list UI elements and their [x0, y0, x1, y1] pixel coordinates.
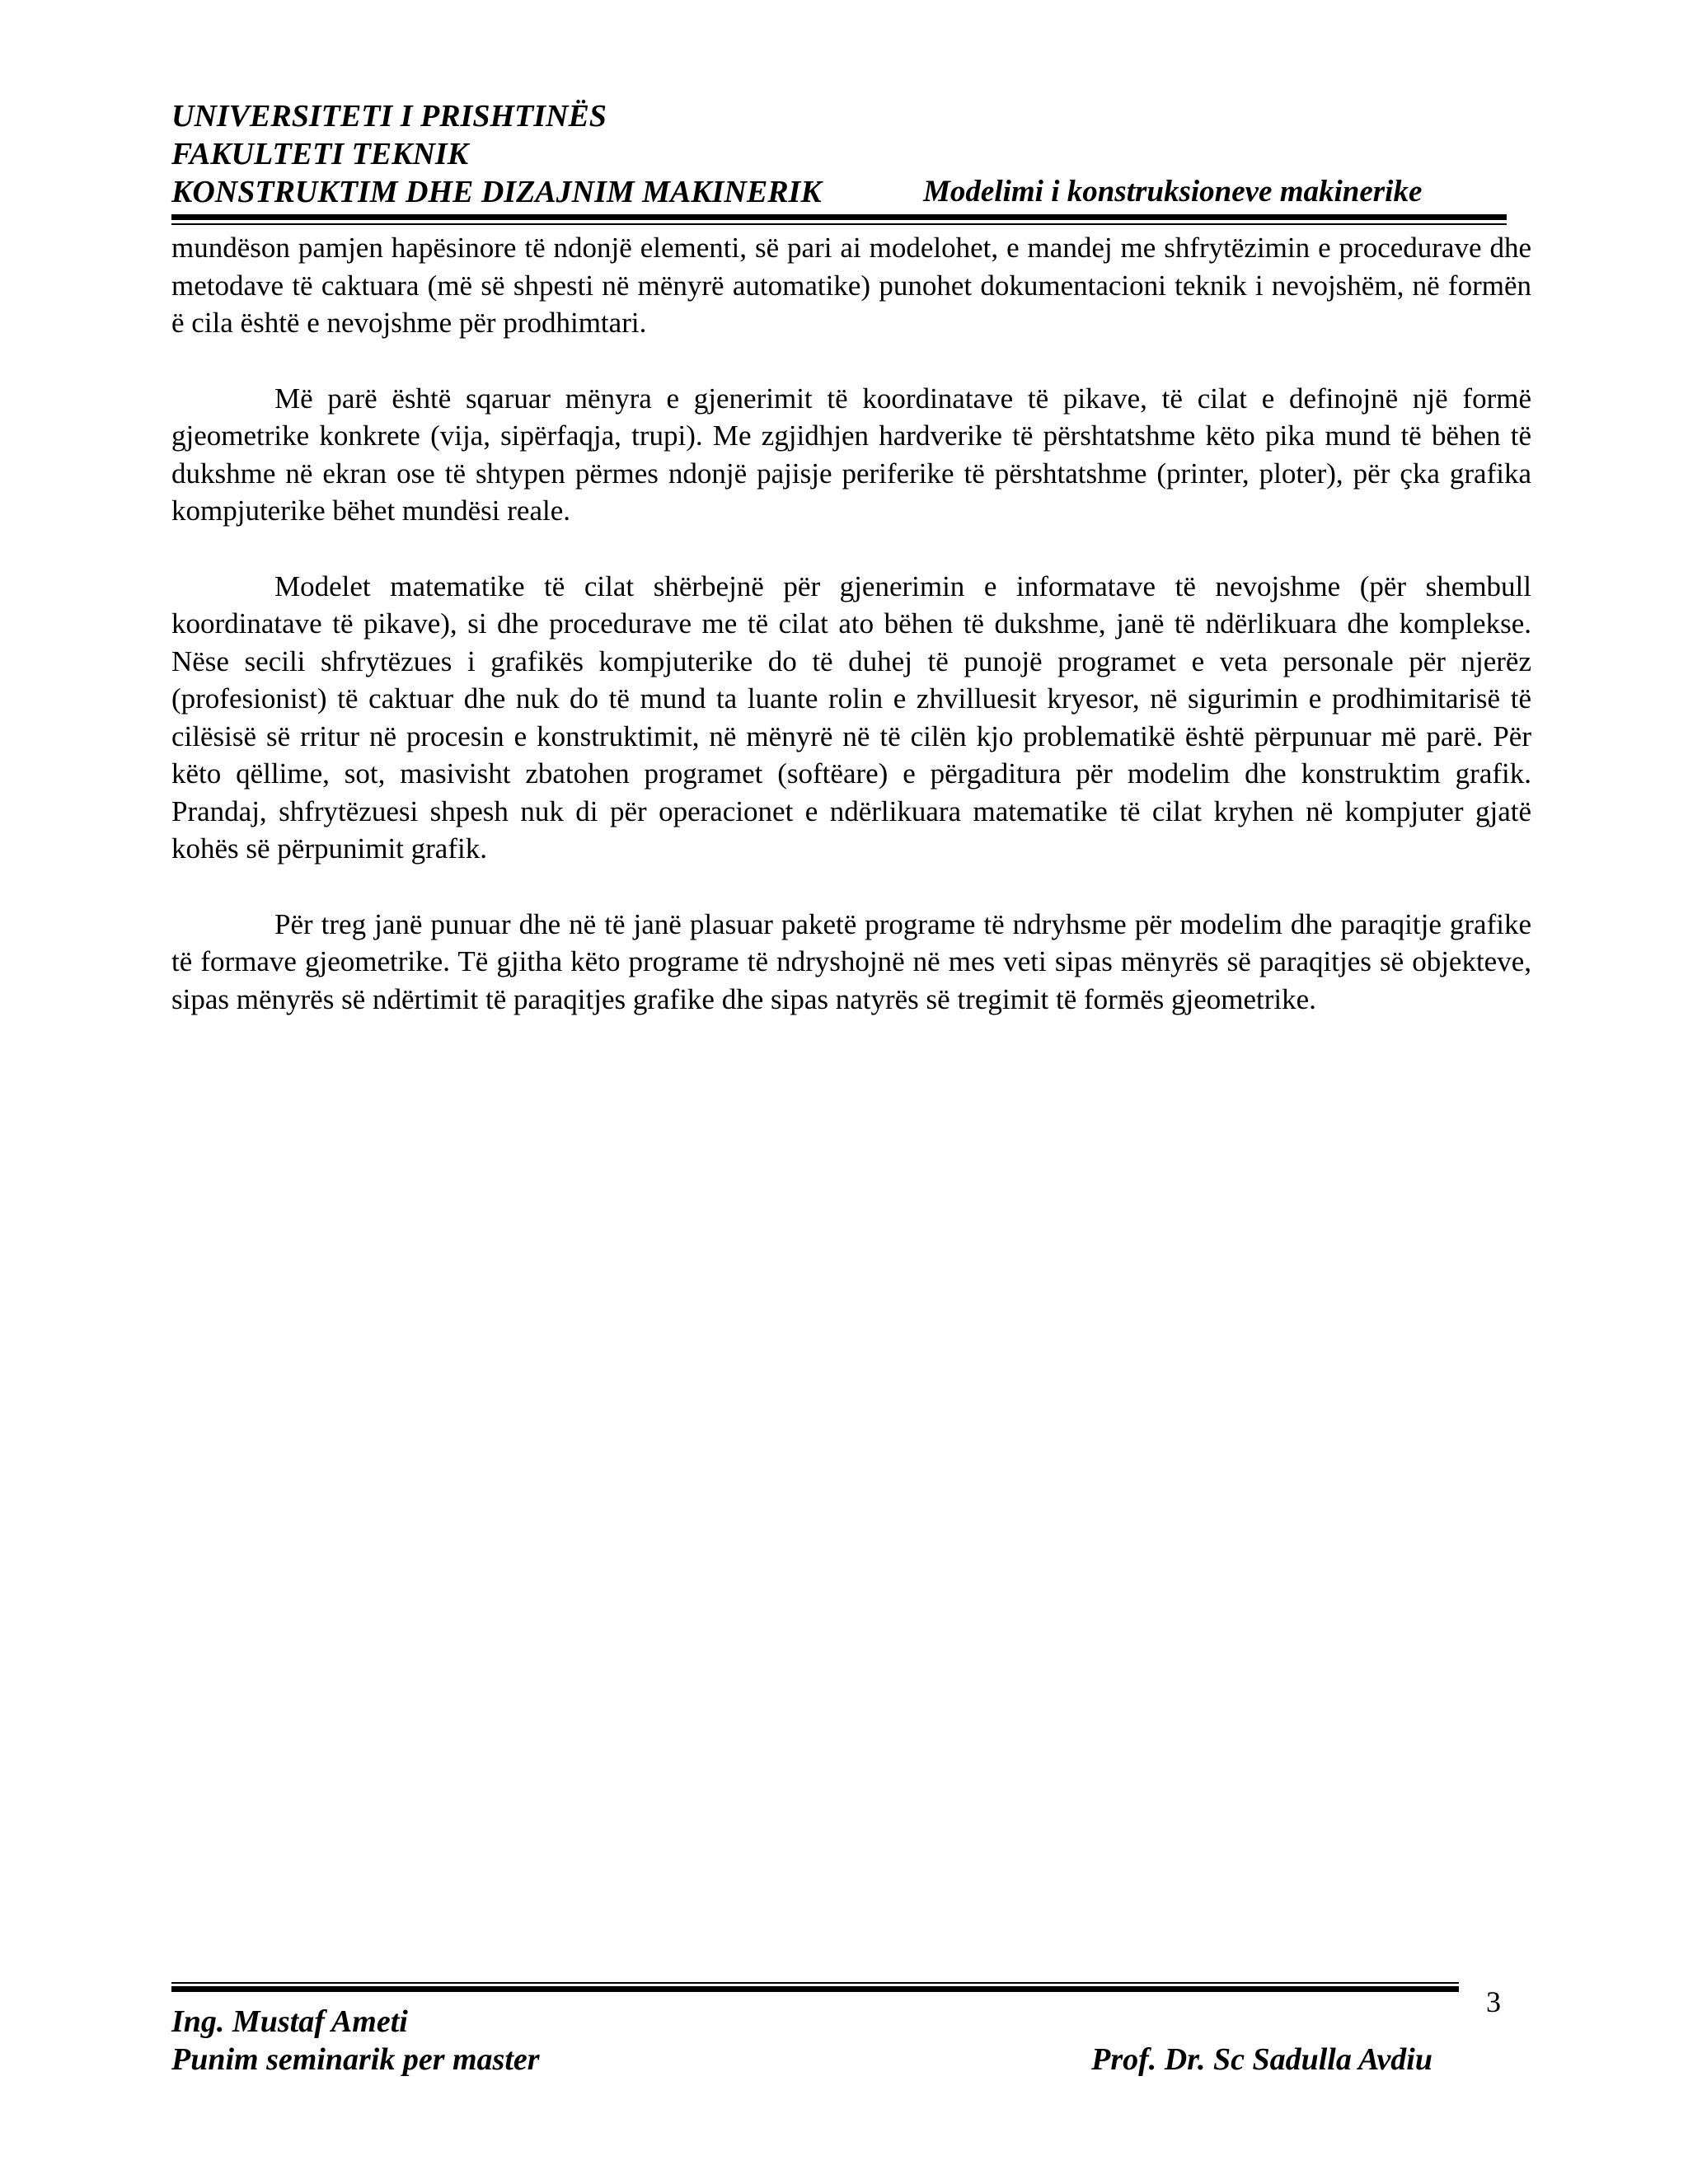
university-name: UNIVERSITETI I PRISHTINËS — [171, 99, 607, 134]
footer-row-work — [171, 2041, 1432, 2079]
work-title: Punim seminarik per master — [171, 2042, 540, 2077]
paragraph-1: mundëson pamjen hapësinore të ndonjë elementi, së pari ai modelohet, e mandej me shfrytëzimin e procedurave dhe metodave të caktuara (më së shpesti në mënyrë automatike) punohet dokumentacioni teknik i nevojshëm, në formën ë cila është e nevojshme për prodhimtari. — [171, 232, 1531, 339]
header-rule — [171, 214, 1507, 227]
page-number: 3 — [1486, 1985, 1501, 2018]
footer-rule-thick — [171, 1986, 1459, 1992]
page-footer — [171, 2003, 1432, 2079]
footer-rule — [171, 1982, 1459, 1995]
body-text — [171, 229, 1531, 1056]
paragraph-2: Më parë është sqaruar mënyra e gjenerimit të koordinatave të pikave, të cilat e definojnë një formë gjeometrike konkrete (vija, sipërfaqja, trupi). Me zgjidhjen hardverike të përshtatshme këto pika mund të bëhen të dukshme në ekran ose të shtypen përmes ndonjë pajisje periferike të përshtatshme (printer, ploter), për çka grafika kompjuterike bëhet mundësi reale. — [171, 382, 1531, 527]
page-header — [171, 97, 1507, 211]
header-rule-thin — [171, 223, 1507, 225]
paragraph-3: Modelet matematike të cilat shërbejnë për gjenerimin e informatave të nevojshme (për shembull koordinatave të pikave), si dhe procedurave me të cilat ato bëhen të dukshme, janë të ndërlikuara dhe komplekse. Nëse secili shfrytëzues i grafikës kompjuterike do të duhej të punojë programet e veta personale për njerëz (profesionist) të caktuar dhe nuk do të mund ta luante rolin e zhvilluesit kryesor, në sigurimin e prodhimitarisë të cilësisë së rritur në procesin e konstruktimit, në mënyrë në të cilën kjo problematikë është përpunuar më parë. Për këto qëllime, sot, masivisht zbatohen programet (softëare) e përgaditura për modelim dhe konstruktim grafik. Prandaj, shfrytëzuesi shpesh nuk di për operacionet e ndërlikuara matematike të cilat kryhen në kompjuter gjatë kohës së përpunimit grafik. — [171, 569, 1531, 865]
footer-row-author — [171, 2003, 1432, 2041]
document-subject: Modelimi i konstruksioneve makinerike — [923, 175, 1423, 209]
faculty-name: FAKULTETI TEKNIK — [171, 137, 469, 171]
supervisor-name: Prof. Dr. Sc Sadulla Avdiu — [1091, 2042, 1432, 2077]
header-row-department — [171, 173, 1507, 211]
footer-rule-thin — [171, 1982, 1459, 1984]
header-rule-thick — [171, 214, 1507, 220]
department-name: KONSTRUKTIM DHE DIZAJNIM MAKINERIK — [171, 175, 822, 209]
paragraph-4: Për treg janë punuar dhe në të janë plasuar paketë programe të ndryhsme për modelim dhe paraqitje grafike të formave gjeometrike. Të gjitha këto programe të ndryshojnë në mes veti sipas mënyrës së paraqitjes së objekteve, sipas mënyrës së ndërtimit të paraqitjes grafike dhe sipas natyrës së tregimit të formës gjeometrike. — [171, 907, 1531, 1015]
author-name: Ing. Mustaf Ameti — [171, 2004, 408, 2039]
